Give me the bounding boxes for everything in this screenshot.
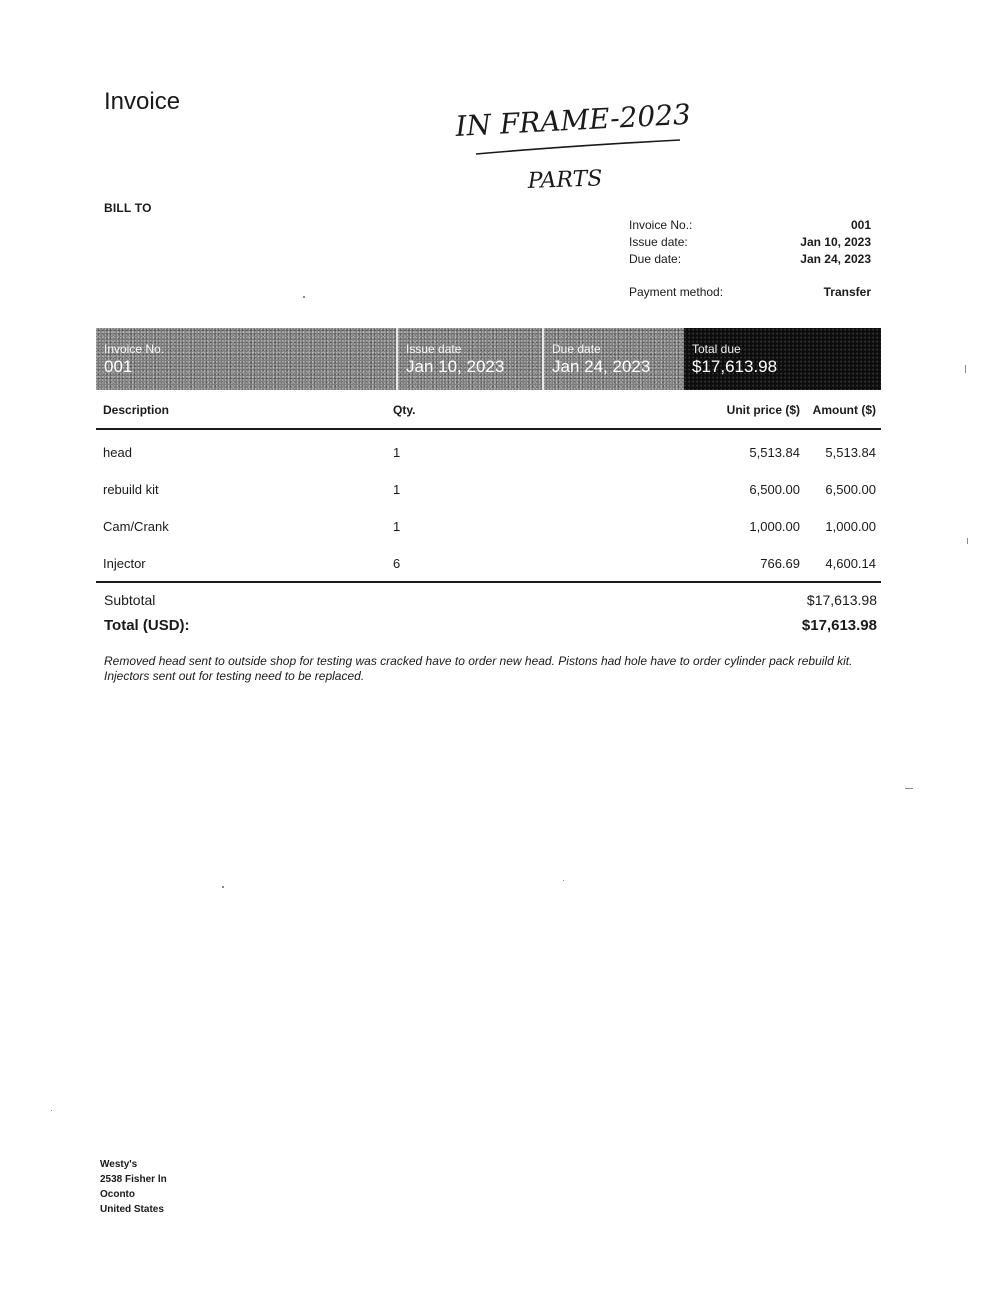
scan-speck (51, 1110, 52, 1111)
invoice-meta (629, 217, 871, 301)
row-qty: 1 (393, 519, 401, 534)
summary-due-date-label: Due date (552, 342, 601, 356)
row-qty: 1 (393, 482, 401, 497)
summary-bar (96, 328, 881, 390)
handwritten-line-2: PARTS (527, 166, 603, 194)
summary-due-date-value: Jan 24, 2023 (552, 357, 651, 376)
footer-company: Westy's (100, 1159, 138, 1170)
row-description: head (103, 445, 132, 460)
footer-city: Oconto (100, 1189, 135, 1200)
row-description: Injector (96, 545, 393, 582)
row-qty: 1 (393, 445, 401, 460)
invoice-note: Removed head sent to outside shop for testing was cracked have to order new head. Pistons had hole have to order cylinder pack rebuild kit. Injectors sent out for testing need to be replaced. (104, 654, 853, 683)
total-label: Total (USD): (104, 617, 190, 634)
scan-speck (967, 538, 968, 544)
summary-total-due (684, 328, 881, 390)
table-header-row (96, 392, 881, 429)
row-amount: 6,500.00 (825, 482, 876, 497)
header-unit-price: Unit price ($) (593, 392, 800, 429)
footer-street: 2538 Fisher ln (100, 1174, 167, 1185)
subtotal-label: Subtotal (104, 592, 156, 608)
meta-due-date-label: Due date: (629, 252, 682, 266)
row-amount: 5,513.84 (825, 445, 876, 460)
table-row (96, 471, 881, 508)
row-qty: 6 (393, 545, 593, 582)
row-description: rebuild kit (103, 482, 159, 497)
bill-to-label: BILL TO (104, 201, 152, 215)
summary-invoice-no-label: Invoice No. (104, 342, 165, 356)
meta-invoice-no-label: Invoice No.: (629, 218, 693, 232)
meta-due-date-value: Jan 24, 2023 (800, 252, 871, 266)
row-amount: 1,000.00 (825, 519, 876, 534)
meta-invoice-no-value: 001 (850, 218, 871, 232)
summary-issue-date-value: Jan 10, 2023 (406, 357, 505, 376)
meta-due-date (629, 251, 871, 268)
summary-issue-date-label: Issue date (406, 342, 462, 356)
header-qty (393, 392, 593, 429)
meta-payment-method-value: Transfer (823, 285, 871, 299)
handwritten-underline (476, 140, 680, 154)
meta-issue-date-label: Issue date: (629, 235, 688, 249)
footer-address (100, 1157, 167, 1217)
row-amount: 4,600.14 (800, 545, 881, 582)
handwritten-annotation (448, 96, 748, 196)
meta-issue-date-value: Jan 10, 2023 (800, 235, 871, 249)
summary-total-due-label: Total due (692, 342, 741, 356)
row-unit-price: 6,500.00 (749, 482, 800, 497)
scan-speck (563, 880, 564, 881)
row-description: Cam/Crank (103, 519, 169, 534)
summary-due-date (542, 328, 684, 390)
handwritten-line-1: IN FRAME-2023 (454, 97, 692, 143)
meta-payment-method (629, 284, 871, 301)
row-unit-price: 766.69 (593, 545, 800, 582)
header-amount: Amount ($) (800, 392, 881, 429)
header-description: Description (96, 392, 393, 429)
summary-total-due-value: $17,613.98 (692, 357, 778, 376)
total-value: $17,613.98 (801, 617, 877, 634)
summary-issue-date (396, 328, 542, 390)
scan-speck (222, 886, 224, 888)
handwritten-annotation-svg (448, 96, 748, 196)
table-row (96, 429, 881, 471)
scan-speck (965, 365, 966, 373)
subtotal-value: $17,613.98 (806, 592, 877, 608)
total-row (104, 612, 877, 640)
summary-invoice-no-value: 001 (104, 357, 133, 376)
line-items-table (96, 392, 881, 583)
invoice-title: Invoice (104, 88, 181, 115)
table-row (96, 545, 881, 582)
footer-country: United States (100, 1204, 164, 1215)
scan-speck (905, 788, 913, 789)
header-qty-text: Qty. (393, 403, 416, 417)
row-unit-price: 1,000.00 (749, 519, 800, 534)
subtotal-row (104, 588, 877, 612)
meta-invoice-no (629, 217, 871, 234)
scan-speck (303, 296, 305, 298)
summary-invoice-no (96, 328, 396, 390)
totals-section (104, 588, 877, 640)
row-unit-price: 5,513.84 (749, 445, 800, 460)
table-row (96, 508, 881, 545)
meta-issue-date (629, 234, 871, 251)
meta-payment-method-label: Payment method: (629, 285, 724, 299)
